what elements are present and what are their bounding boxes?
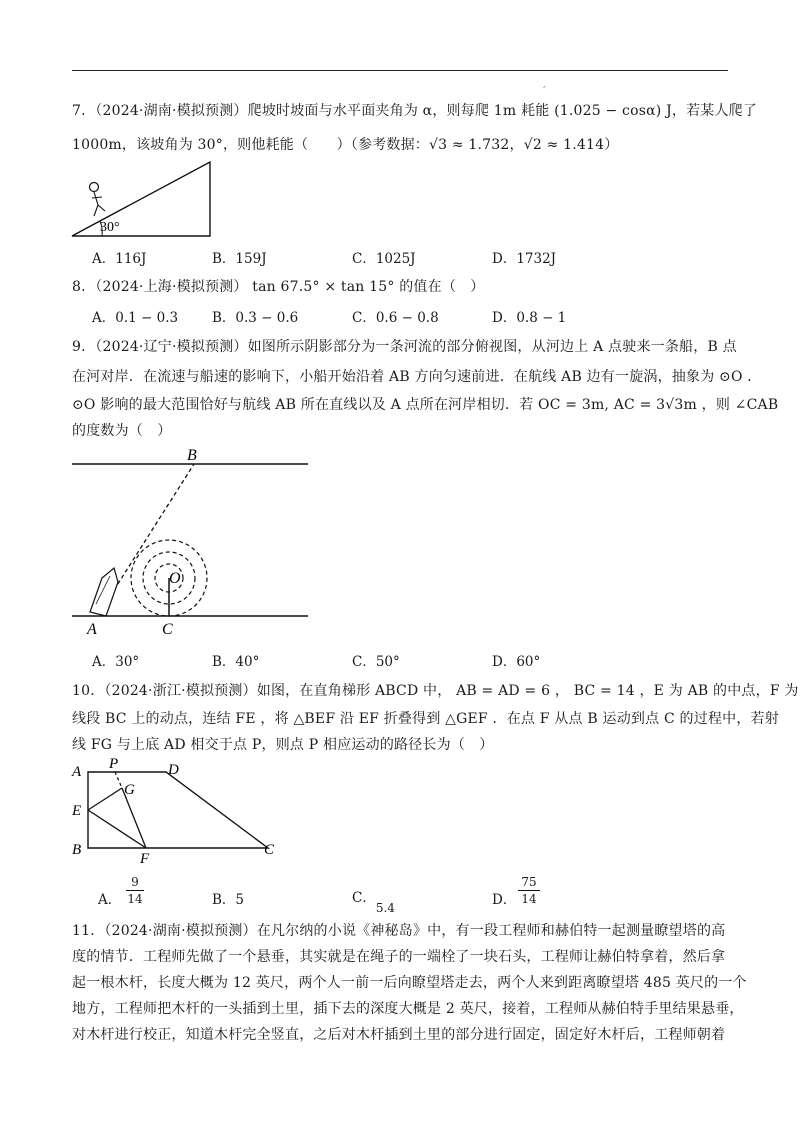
q10-option-d-fraction	[518, 874, 540, 907]
q9-option-a[interactable]: A．30°	[92, 654, 140, 670]
q9-label-b: B	[187, 447, 197, 464]
q9-line1: 9．（2024·辽宁·模拟预测）如图所示阴影部分为一条河流的部分俯视图，从河边上 A 点驶来一条船，B 点	[72, 339, 737, 355]
q11-line3: 起一根木杆，长度大概为 12 英尺，两个人一前一后向瞭望塔走去，两个人来到距离瞭望塔 485 英尺的一个	[72, 975, 747, 991]
q8-option-c[interactable]: C．0.6 − 0.8	[352, 310, 439, 326]
q10-label-d: D	[168, 762, 179, 778]
q10-label-f: F	[140, 851, 150, 867]
q10-label-b: B	[72, 842, 82, 858]
header-rule	[72, 70, 728, 71]
q7-slope-figure	[72, 160, 212, 238]
q7-option-b[interactable]: B．159J	[212, 251, 267, 267]
q9-river-figure	[72, 444, 312, 640]
q10-option-a-denominator: 14	[127, 892, 143, 906]
q9-line3: ⊙O 影响的最大范围恰好与航线 AB 所在直线以及 A 点所在河岸相切．若 OC = 3m, AC = 3√3m ，则 ∠CAB	[72, 397, 779, 413]
q10-trapezoid-figure	[72, 756, 284, 866]
q10-option-c-value: 5.4	[375, 901, 395, 915]
q9-label-c: C	[162, 621, 173, 638]
q10-line1: 10．（2024·浙江·模拟预测）如图，在直角梯形 ABCD 中， AB = AD = 6 ， BC = 14 ，E 为 AB 的中点，F 为	[72, 683, 799, 699]
q9-option-b[interactable]: B．40°	[212, 654, 260, 670]
q7-angle-label: 30°	[100, 220, 120, 235]
q7-option-c[interactable]: C．1025J	[352, 251, 416, 267]
q9-option-d[interactable]: D．60°	[492, 654, 541, 670]
q9-label-a: A	[87, 621, 97, 638]
q8-option-d[interactable]: D．0.8 − 1	[492, 310, 567, 326]
q10-option-a-fraction	[126, 874, 144, 907]
q11-line5: 对木杆进行校正，知道木杆完全竖直，之后对木杆插到土里的部分进行固定，固定好木杆后，工程师朝着	[72, 1027, 726, 1043]
q10-label-e: E	[72, 803, 82, 819]
q9-line2: 在河对岸．在流速与船速的影响下，小船开始沿着 AB 方向匀速前进．在航线 AB 边有一旋涡，抽象为 ⊙O ．	[72, 369, 762, 385]
q8-line1: 8．（2024·上海·模拟预测） tan 67.5° × tan 15° 的值在（ ）	[72, 279, 485, 295]
header-mark: ,	[543, 80, 546, 89]
q8-option-b[interactable]: B．0.3 − 0.6	[212, 310, 299, 326]
q11-line2: 度的情节．工程师先做了一个悬垂，其实就是在绳子的一端栓了一块石头，工程师让赫伯特拿着，然后拿	[72, 949, 726, 965]
q10-label-c: C	[264, 842, 275, 858]
q7-line2: 1000m，该坡角为 30°，则他耗能（ ）（参考数据：√3 ≈ 1.732，√2 ≈ 1.414）	[72, 137, 619, 153]
q10-line3: 线 FG 与上底 AD 相交于点 P，则点 P 相应运动的路径长为（ ）	[72, 737, 494, 753]
q7-line1: 7．（2024·湖南·模拟预测）爬坡时坡面与水平面夹角为 α，则每爬 1m 耗能 (1.025 − cosα) J，若某人爬了	[72, 103, 758, 119]
q10-option-c-prefix: C．	[352, 890, 376, 906]
q10-line2: 线段 BC 上的动点，连结 FE ，将 △BEF 沿 EF 折叠得到 △GEF ．在点 F 从点 B 运动到点 C 的过程中，若射	[72, 711, 779, 727]
q10-label-p: P	[109, 756, 119, 772]
q10-label-a: A	[72, 764, 82, 780]
q10-option-b[interactable]	[212, 888, 244, 908]
q9-line4: 的度数为（ ）	[72, 423, 172, 439]
q10-option-b-prefix: B．	[212, 892, 236, 908]
q10-option-a-prefix: A．	[98, 892, 122, 908]
q11-line4: 地方，工程师把木杆的一头插到土里，插下去的深度大概是 2 英尺，接着，工程师从赫伯特手里结果悬垂，	[72, 1001, 744, 1017]
q10-option-d-numerator: 75	[521, 875, 537, 889]
q10-label-g: G	[124, 782, 135, 798]
q7-option-a[interactable]: A．116J	[92, 251, 147, 267]
q10-option-b-value: 5	[235, 892, 245, 908]
q7-option-d[interactable]: D．1732J	[492, 251, 557, 267]
q10-option-a-numerator: 9	[131, 875, 139, 889]
q9-option-c[interactable]: C．50°	[352, 654, 400, 670]
q10-option-d-prefix: D．	[492, 892, 517, 908]
q10-option-d-denominator: 14	[521, 892, 537, 906]
q8-option-a[interactable]: A．0.1 − 0.3	[92, 310, 179, 326]
q9-label-o: O	[169, 570, 181, 587]
q11-line1: 11．（2024·湖南·模拟预测）在凡尔纳的小说《神秘岛》中，有一段工程师和赫伯特一起测量瞭望塔的高	[72, 923, 726, 939]
q10-option-c[interactable]	[352, 886, 395, 915]
